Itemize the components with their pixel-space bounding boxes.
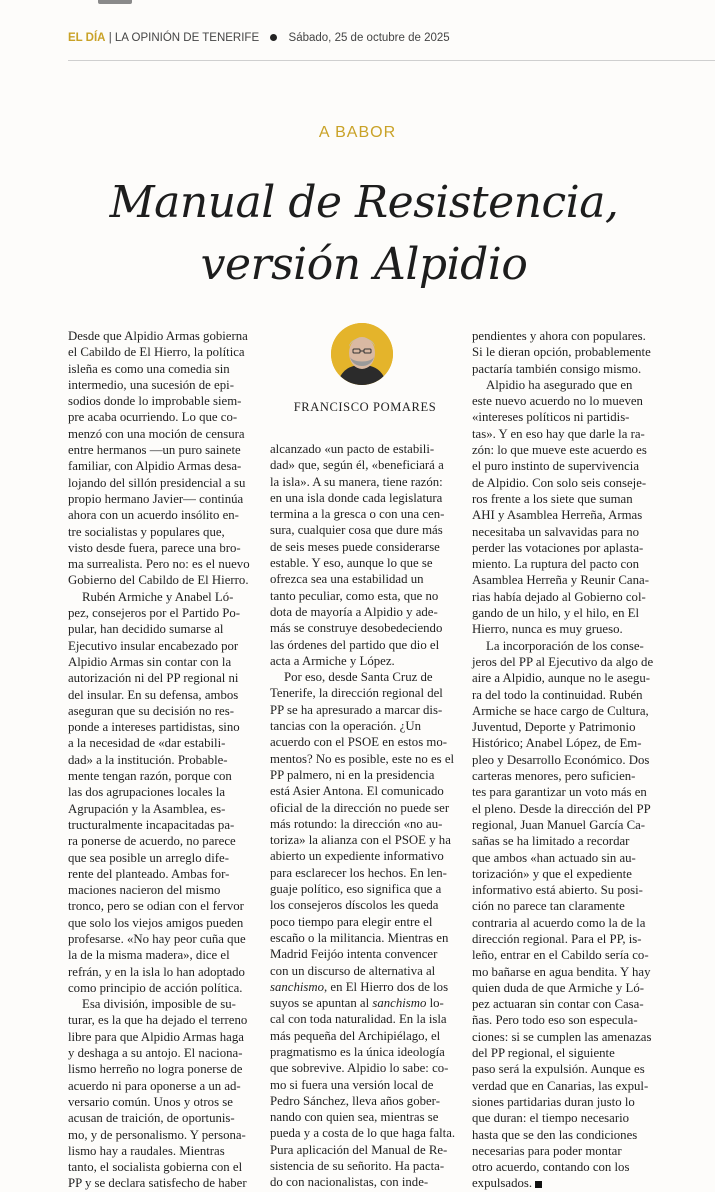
column-2 (270, 441, 458, 1191)
text-line: escaño o la militancia. Mientras en (270, 930, 449, 945)
text-line: acusan de traición, de oportunis- (68, 1111, 235, 1126)
text-line: Gobierno del Cabildo de El Hierro. (68, 573, 249, 588)
text-line: paso será la expulsión. Aunque es (472, 1062, 645, 1077)
text-line: las dos agrupaciones locales la (68, 785, 226, 800)
text-line: pez, consejeros por el Partido Po- (68, 606, 241, 621)
text-line: tas». Y en eso hay que darle la ra- (472, 426, 645, 441)
publication-name: LA OPINIÓN DE TENERIFE (114, 32, 260, 44)
text-line: ahora con un acuerdo insólito en- (68, 508, 239, 523)
text-line: de seis meses puede considerarse (270, 539, 440, 554)
text-line: rente del planteado. Ambas for- (68, 866, 230, 881)
section-label: A BABOR (318, 124, 397, 141)
text-line: intermedio, una sucesión de epi- (68, 377, 234, 392)
text-line: ciones: si se cumplen las amenazas (472, 1029, 652, 1044)
text-line: profesarse. «No hay peor cuña que (68, 931, 246, 946)
text-line: este nuevo acuerdo no lo mueven (472, 394, 643, 409)
page-number-mark (98, 0, 132, 4)
headline-line-2: versión Alpidio (200, 239, 528, 290)
text-line: miento. La ruptura del pacto con (472, 557, 640, 572)
text-line: ñas. Pero todo eso son especula- (472, 1013, 638, 1028)
text-line: Agrupación y la Asamblea, es- (68, 801, 226, 816)
text-line: Juventud, Deporte y Patrimonio (472, 720, 636, 735)
text-line: tanto peculiar, como esta, que no (270, 588, 439, 603)
text-line: del PP regional, el siguiente (472, 1046, 615, 1061)
author-name: FRANCISCO POMARES (293, 400, 437, 414)
italic-term: sanchismo (372, 996, 427, 1011)
text-line: a la necesidad de «dar estabili- (68, 736, 226, 751)
italic-term: sanchismo (270, 979, 325, 994)
text-line: con un discurso de alternativa al (270, 963, 436, 978)
text-line: PP y se declara satisfecho de haber (68, 1176, 247, 1191)
text-line: pular, han decidido sumarse al (68, 622, 224, 637)
text-line: en una isla donde cada legislatura (270, 490, 443, 505)
text-line: entre hermanos —un puro sainete (68, 443, 241, 458)
text-line: lismo hay a raudales. Mientras (68, 1143, 225, 1158)
text-line: ros frente a los siete que suman (472, 491, 633, 506)
text-line: informativo está abierto. Su posi- (472, 883, 643, 898)
text-line: aire a Alpidio, aunque no le asegu- (472, 671, 651, 686)
text-line: Histórico; Anabel López, de Em- (472, 736, 642, 751)
text-fragment: suyos se apuntan al (270, 996, 373, 1011)
text-line: gando de un hilo, y el hilo, en El (472, 606, 640, 621)
text-line: Esa división, imposible de su- (82, 997, 236, 1012)
text-line: tre socialistas y populares que, (68, 524, 225, 539)
text-line: está Asier Antona. El comunicado (270, 784, 444, 799)
text-line: que duran: el tiempo necesario (472, 1111, 630, 1126)
text-line: turar, es la que ha dejado el terreno (68, 1013, 248, 1028)
text-line: abierto un expediente informativo (270, 849, 444, 864)
text-line: Pedro Sánchez, lleva años gober- (270, 1093, 440, 1108)
text-line: acuerdo ni para oponerse a un ad- (68, 1078, 241, 1093)
headline (0, 172, 715, 296)
text-line: mente tengan razón, porque con (68, 769, 232, 784)
text-line: poco tiempo para elegir entre el (270, 914, 433, 929)
text-line: verdad que en Canarias, las expul- (472, 1078, 649, 1093)
text-line: dad» a la institución. Probable- (68, 752, 228, 767)
text-line: cal con toda naturalidad. En la isla (270, 1012, 447, 1027)
text-line: el pleno. Desde la dirección del PP (472, 801, 651, 816)
text-line: más rotundo: la dirección «no au- (270, 816, 443, 831)
text-line: Tenerife, la dirección regional del (270, 686, 443, 701)
text-line: de Alpidio. Con solo seis conseje- (472, 475, 647, 490)
publication-date: Sábado, 25 de octubre de 2025 (288, 32, 450, 44)
text-line: PP se ha apresurado a marcar dis- (270, 702, 443, 717)
text-line: libre para que Alpidio Armas haga (68, 1029, 244, 1044)
text-line: dad» que, según él, «beneficiará a (270, 458, 444, 473)
text-line: perder las votaciones por aplasta- (472, 540, 644, 555)
text-line: Desde que Alpidio Armas gobierna (68, 329, 248, 343)
text-line: la isla». A su manera, tiene razón: (270, 474, 443, 489)
text-line: tes para garantizar un voto más en (472, 785, 647, 800)
text-line: mo, y de personalismo. Y persona- (68, 1127, 246, 1142)
text-line: Por eso, desde Santa Cruz de (284, 670, 433, 685)
end-mark-icon (535, 1181, 542, 1188)
text-line: visto desde fuera, parece una bro- (68, 540, 241, 555)
text-line: tructuralmente incapacitadas pa- (68, 817, 235, 832)
text-line: guaje político, eso significa que a (270, 882, 442, 897)
text-line: zón: lo que mueve este acuerdo es (472, 443, 647, 458)
text-line: dota de mayoría a Alpidio y ade- (270, 604, 438, 619)
text-line: PP palmero, ni en la presidencia (270, 767, 435, 782)
text-line: oficial de la dirección no puede ser (270, 800, 450, 815)
text-line: Pura aplicación del Manual de Re- (270, 1142, 448, 1157)
text-line: pre acaba ocurriendo. Lo que co- (68, 410, 238, 425)
text-line: del insular. En su defensa, ambos (68, 687, 239, 702)
column-1 (68, 328, 256, 1192)
text-line: ra del todo la continuidad. Rubén (472, 687, 643, 702)
headline-line-1: Manual de Resistencia, (109, 177, 619, 228)
text-line: La incorporación de los conse- (486, 638, 644, 653)
page-header (68, 32, 708, 50)
text-line: toriza» la alianza con el PSOE y ha (270, 833, 451, 848)
text-line: pactaría también consigo mismo. (472, 361, 642, 376)
text-line: que ambos «han actuado sin au- (472, 850, 636, 865)
text-line: torización» y que el expediente (472, 866, 632, 881)
text-fragment: , en El Hierro dos de los (324, 979, 449, 994)
text-line: autorización ni del PP regional ni (68, 671, 239, 686)
text-line: más se construye desobedeciendo (270, 621, 443, 636)
text-line: sura, cualquier cosa que dure más (270, 523, 443, 538)
text-line: Asamblea Herreña y Reunir Cana- (472, 573, 649, 588)
text-line: propio hermano Javier— continúa (68, 491, 244, 506)
header-separator: | (108, 32, 112, 44)
text-line: refrán, y en la isla lo han adoptado (68, 964, 245, 979)
text-line: siones partidarias duran justo lo (472, 1094, 635, 1109)
column-3 (472, 328, 662, 1192)
text-line: alcanzado «un pacto de estabili- (270, 442, 435, 456)
text-line: lojando del sillón presidencial a su (68, 475, 246, 490)
text-line: regional, Juan Manuel García Ca- (472, 817, 646, 832)
header-rule (68, 60, 715, 61)
text-line: jeros del PP al Ejecutivo da algo de (472, 654, 654, 669)
text-line: tanto, el socialista gobierna con el (68, 1160, 243, 1175)
text-line: versario común. Unos y otros se (68, 1094, 233, 1109)
text-line: acuerdo con el PSOE en estos mo- (270, 735, 447, 750)
text-line: Si le dieran opción, probablemente (472, 345, 651, 360)
text-line: ción no parece tan claramente (472, 899, 625, 914)
text-line: dirección regional. Para el PP, is- (472, 931, 642, 946)
text-line: familiar, con Alpidio Armas desa- (68, 459, 242, 474)
text-line: estable. Y eso, aunque lo que se (270, 556, 433, 571)
text-line: Rubén Armiche y Anabel Ló- (82, 589, 234, 604)
text-line: aseguran que su decisión no res- (68, 703, 234, 718)
text-line: pez actuaran sin contar con Casa- (472, 997, 644, 1012)
text-line: AHI y Asamblea Herreña, Armas (472, 508, 643, 523)
text-line: nando con quien sea, mientras se (270, 1110, 439, 1125)
text-line: acta a Armiche y López. (270, 653, 395, 668)
text-line: quien duda de que Armiche y Ló- (472, 980, 644, 995)
text-line: mentos? No es posible, este no es el (270, 751, 455, 766)
text-line: lismo herreño no logra ponerse de (68, 1062, 243, 1077)
text-line (270, 979, 458, 995)
text-line: menzó con una moción de censura (68, 426, 245, 441)
text-line: las órdenes del partido que dio el (270, 637, 440, 652)
author-photo (331, 323, 393, 385)
text-fragment: lo- (426, 996, 444, 1011)
text-line: Hierro, nunca es muy grueso. (472, 622, 623, 637)
text-line: isleña es como una comedia sin (68, 361, 230, 376)
text-line: necesarias para poder montar (472, 1143, 622, 1158)
text-line: pendientes y ahora con populares. (472, 329, 646, 343)
text-line: maciones nacieron del mismo (68, 883, 221, 898)
text-line: rias había dejado al Gobierno col- (472, 589, 646, 604)
text-line: Ejecutivo insular encabezado por (68, 638, 239, 653)
text-line: que sea posible un arreglo dife- (68, 850, 229, 865)
text-line: leño, entrar en el Cabildo sería co- (472, 948, 649, 963)
text-line: termina a la gresca o con una cen- (270, 507, 445, 522)
brand-name: EL DÍA (68, 32, 106, 44)
text-line: el puro instinto de supervivencia (472, 459, 640, 474)
text-line: pragmatismo es la única ideología (270, 1044, 445, 1059)
text-line: tronco, pero se odian con el fervor (68, 899, 244, 914)
text-line: sodios donde lo improbable siem- (68, 394, 242, 409)
text-line: Armiche se hace cargo de Cultura, (472, 703, 649, 718)
text-line: y deshaga a su antojo. El naciona- (68, 1046, 243, 1061)
text-line: mo si fuera una versión local de (270, 1077, 434, 1092)
text-line: hasta que se den las condiciones (472, 1127, 638, 1142)
text-line: tancias con la operación. ¿Un (270, 719, 422, 734)
text-line: Madrid Feijóo intenta convencer (270, 947, 438, 962)
text-line: ofrezca sea una estabilidad un (270, 572, 424, 587)
text-line: contraria al acuerdo como la de la (472, 915, 646, 930)
text-line: sañas se ha limitado a recordar (472, 834, 630, 849)
text-line: necesitaba un salvavidas para no (472, 524, 640, 539)
text-line: pueda y a costa de lo que haga falta. (270, 1126, 456, 1141)
text-line: «intereses políticos ni partidis- (472, 410, 630, 425)
text-line: ma surrealista. Pero no: es el nuevo (68, 557, 250, 572)
text-line: más pequeña del Archipiélago, el (270, 1028, 441, 1043)
text-line: como principio de acción política. (68, 980, 243, 995)
text-line: Alpidio Armas sin contar con la (68, 654, 232, 669)
text-line: el Cabildo de El Hierro, la política (68, 345, 245, 360)
text-line: carteras menores, pero suficien- (472, 769, 636, 784)
bullet-icon (270, 34, 277, 41)
text-line: mo bañarse en agua bendita. Y hay (472, 964, 651, 979)
text-line: do con nacionalistas, con inde- (270, 1175, 429, 1190)
text-line: ra ponerse de acuerdo, no parece (68, 834, 236, 849)
text-line: expulsados. (472, 1175, 662, 1191)
text-line: que sobrevive. Alpidio lo sabe: co- (270, 1061, 449, 1076)
text-line: que solo los viejos amigos pueden (68, 915, 244, 930)
top-strip (0, 0, 715, 12)
text-line: ponde a intereses partidistas, sino (68, 720, 240, 735)
text-line: la de la misma madera», dice el (68, 948, 230, 963)
text-line: Alpidio ha asegurado que en (486, 377, 633, 392)
text-line: sistencia de su señorito. Ha pacta- (270, 1159, 445, 1174)
text-line: pleo y Desarrollo Económico. Dos (472, 752, 650, 767)
text-line: para esclarecer los hechos. En len- (270, 865, 447, 880)
text-line: los consejeros díscolos les queda (270, 898, 439, 913)
text-line: otro acuerdo, contando con los (472, 1160, 630, 1175)
text-line (270, 995, 458, 1011)
